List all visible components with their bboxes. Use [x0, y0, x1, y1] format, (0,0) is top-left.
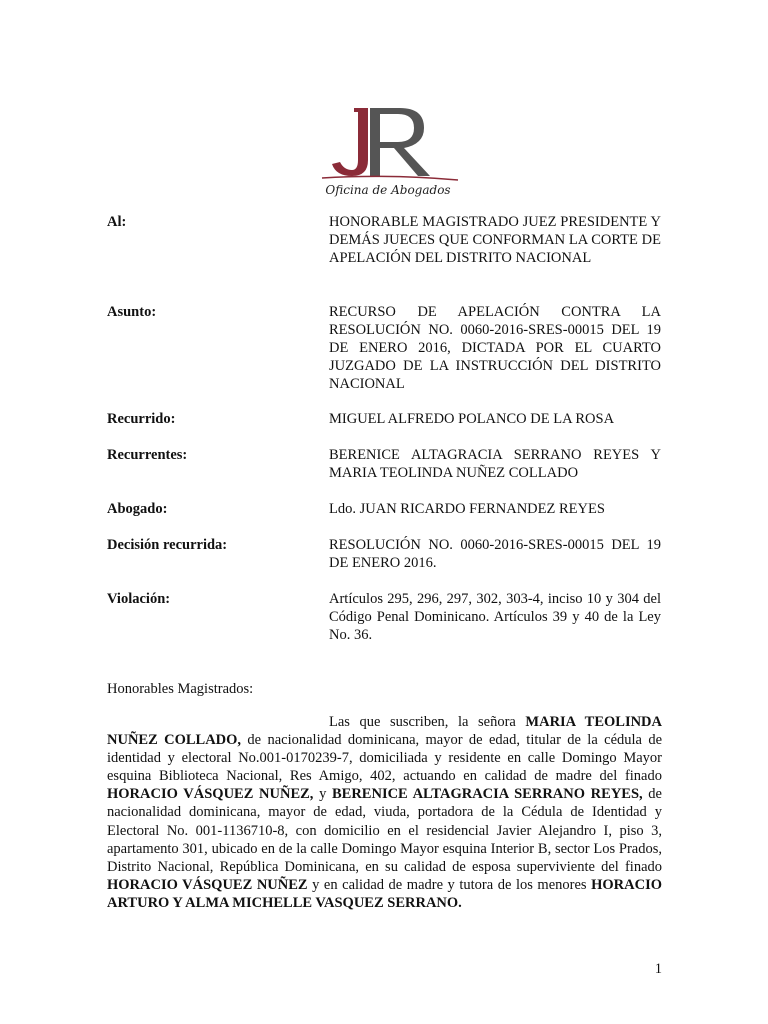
row-label: Decisión recurrida:: [107, 537, 228, 553]
row-label: Recurrido:: [107, 411, 176, 427]
body-text: de nacionalidad dominicana, mayor de edad, viuda, portadora de la Cédula de Identidad y Electoral No. 001-1136710-8, con domicilio en el residencial Javier Alejandro I, piso 3, apartamento 301, ubicado en de la calle Domingo Mayor esquina Interior B, sector Los Prados, Distrito Nacional, República Dominicana, en su calidad de esposa superviviente del finado: [107, 786, 662, 875]
row-value: Ldo. JUAN RICARDO FERNANDEZ REYES: [329, 501, 605, 517]
row-value: RESOLUCIÓN NO. 0060-2016-SRES-00015 DEL 19 DE ENERO 2016.: [329, 537, 661, 571]
row-label: Abogado:: [107, 501, 168, 517]
body-text: Las que suscriben, la señora: [329, 714, 526, 730]
row-value: HONORABLE MAGISTRADO JUEZ PRESIDENTE Y DEMÁS JUECES QUE CONFORMAN LA CORTE DE APELACIÓN DEL DISTRITO NACIONAL: [329, 214, 661, 266]
logo-subtitle: Oficina de Abogados: [325, 183, 451, 197]
row-label: Violación:: [107, 591, 171, 607]
body-bold: MARIA TEOLINDA NUÑEZ COLLADO,: [107, 714, 663, 749]
salutation: Honorables Magistrados:: [107, 681, 254, 697]
body-paragraph: [107, 713, 662, 912]
body-bold: HORACIO ARTURO Y ALMA MICHELLE VASQUEZ SERRANO.: [107, 876, 662, 911]
body-text: y en calidad de madre y tutora de los menores: [307, 876, 592, 893]
body-bold: HORACIO VÁSQUEZ NUÑEZ,: [107, 786, 314, 803]
firm-logo: [318, 104, 463, 200]
row-label: Al:: [107, 214, 127, 230]
page-number: 1: [654, 961, 662, 977]
row-value: Artículos 295, 296, 297, 302, 303-4, inciso 10 y 304 del Código Penal Dominicano. Artículos 39 y 40 de la Ley No. 36.: [329, 591, 661, 643]
body-bold: HORACIO VÁSQUEZ NUÑEZ: [107, 876, 308, 893]
body-text: de nacionalidad dominicana, mayor de edad, titular de la cédula de identidad y electoral No.001-0170239-7, domiciliada y residente en calle Domingo Mayor esquina Biblioteca Nacional, Res Amigo, 402, actuando en calidad de madre del finado: [107, 732, 663, 785]
row-value: MIGUEL ALFREDO POLANCO DE LA ROSA: [329, 411, 615, 427]
row-label: Recurrentes:: [107, 447, 188, 463]
body-text: y: [313, 786, 332, 803]
jr-monogram-icon: [318, 104, 463, 200]
row-value: RECURSO DE APELACIÓN CONTRA LA RESOLUCIÓN NO. 0060-2016-SRES-00015 DEL 19 DE ENERO 2016, DICTADA POR EL CUARTO JUZGADO DE LA INSTRUCCIÓN DEL DISTRITO NACIONAL: [329, 304, 661, 392]
row-value: BERENICE ALTAGRACIA SERRANO REYES Y MARIA TEOLINDA NUÑEZ COLLADO: [329, 447, 661, 481]
body-bold: BERENICE ALTAGRACIA SERRANO REYES,: [331, 786, 643, 803]
row-label: Asunto:: [107, 304, 157, 320]
